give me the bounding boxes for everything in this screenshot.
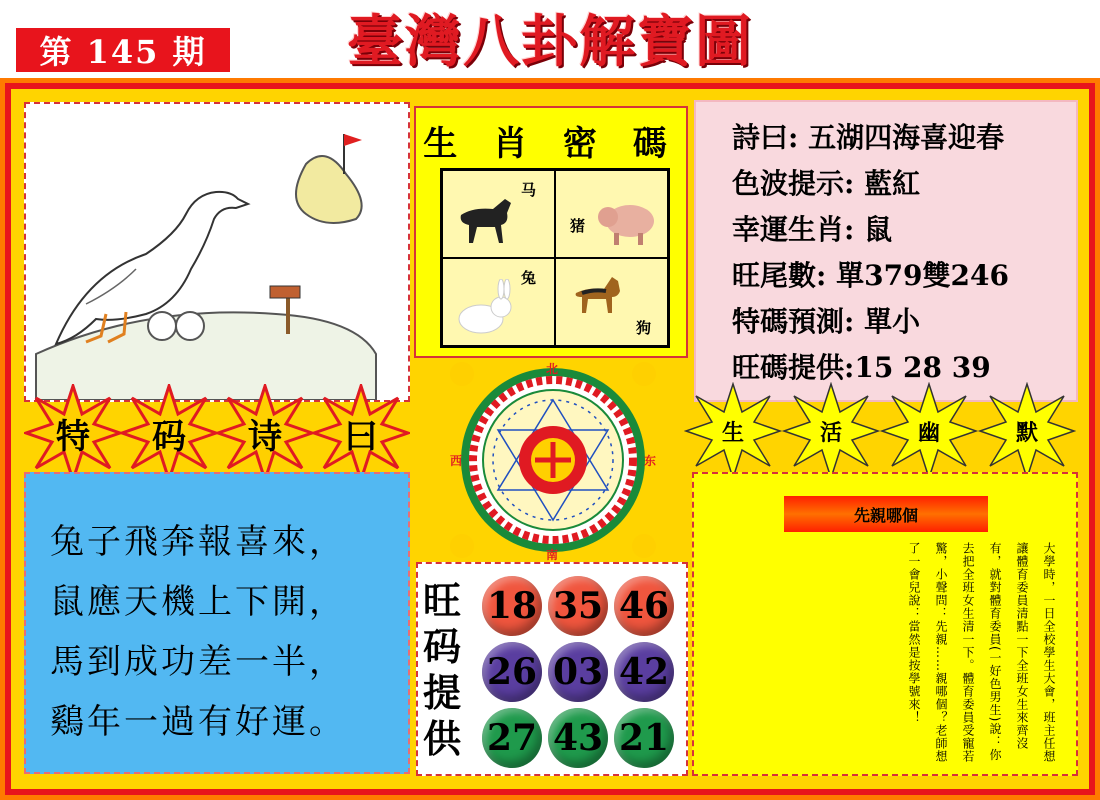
star-badge (684, 382, 782, 480)
horse-label: 马 (521, 181, 537, 199)
compass-south: 南 (546, 548, 559, 562)
number-ball: 18 (482, 576, 542, 636)
number-ball: 35 (548, 576, 608, 636)
compass-west: 西 (450, 454, 463, 468)
zodiac-code-panel (414, 106, 688, 358)
star-label: 活 (819, 419, 842, 446)
pig-icon (592, 195, 662, 249)
poem-line: 鼠應天機上下開， (50, 582, 346, 622)
compass-north: 北 (546, 362, 559, 376)
dog-label: 狗 (636, 319, 652, 337)
illustration-panel (24, 102, 410, 402)
zodiac-grid (440, 168, 670, 348)
zodiac-cell-horse (442, 170, 555, 258)
bagua-compass (448, 360, 658, 560)
dog-icon (568, 267, 632, 321)
number-ball: 26 (482, 642, 542, 702)
joke-title: 先親哪個 (784, 496, 988, 532)
number-ball: 03 (548, 642, 608, 702)
star-label: 码 (152, 416, 186, 457)
bagua-compass-graphic (448, 360, 658, 560)
star-badge (312, 384, 410, 482)
poem-line: 馬到成功差一半， (50, 642, 346, 682)
info-prediction: 特碼預測: 單小 (732, 305, 921, 338)
star-badge (880, 382, 978, 480)
info-panel (694, 100, 1078, 402)
star-label: 曰 (344, 416, 378, 457)
info-hot-numbers: 旺碼提供:15 28 39 (732, 351, 991, 384)
horse-icon (453, 193, 523, 247)
info-color-hint: 色波提示: 藍紅 (732, 167, 921, 200)
pig-label: 猪 (570, 217, 586, 235)
zodiac-cell-pig (555, 170, 668, 258)
issue-badge: 第 145 期 (16, 28, 230, 72)
star-badge (120, 384, 218, 482)
numbers-label: 旺码提供 (422, 578, 461, 761)
poem-line: 兔子飛奔報喜來， (50, 522, 346, 562)
compass-east: 东 (644, 454, 657, 468)
number-ball: 27 (482, 708, 542, 768)
star-label: 诗 (248, 416, 282, 457)
zodiac-code-title: 生 肖 密 碼 (423, 124, 679, 164)
rabbit-icon (451, 279, 521, 339)
star-label: 默 (1015, 419, 1038, 446)
number-ball: 43 (548, 708, 608, 768)
number-ball: 21 (614, 708, 674, 768)
poem-panel (24, 472, 410, 774)
star-badge (24, 384, 122, 482)
star-badge (782, 382, 880, 480)
number-ball: 42 (614, 642, 674, 702)
star-label: 特 (56, 416, 90, 457)
star-badge (978, 382, 1076, 480)
zodiac-cell-dog (555, 258, 668, 346)
number-ball: 46 (614, 576, 674, 636)
page-title: 臺灣八卦解寶圖 (347, 9, 753, 75)
star-badge (216, 384, 314, 482)
poem-line: 鷄年一過有好運。 (50, 702, 346, 742)
goose-illustration (26, 104, 408, 400)
joke-panel (692, 472, 1078, 776)
numbers-panel (416, 562, 688, 776)
info-tail-numbers: 旺尾數: 單379雙246 (732, 259, 1009, 292)
star-label: 幽 (917, 419, 940, 446)
rabbit-label: 兔 (521, 269, 537, 287)
joke-text: 大學時，一日全校學生大會，班主任想讓體育委員清點一下全班女生來齊沒有，就對體育委員(一好色男生)說：你去把全班女生清一下。體育委員受寵若驚，小聲問：先親……親哪個？老師想了一會兒說：當然是按學號來！ (907, 542, 1056, 763)
info-lucky-zodiac: 幸運生肖: 鼠 (732, 213, 893, 246)
zodiac-cell-rabbit (442, 258, 555, 346)
star-label: 生 (721, 419, 744, 446)
info-poem: 詩曰: 五湖四海喜迎春 (732, 121, 1005, 154)
